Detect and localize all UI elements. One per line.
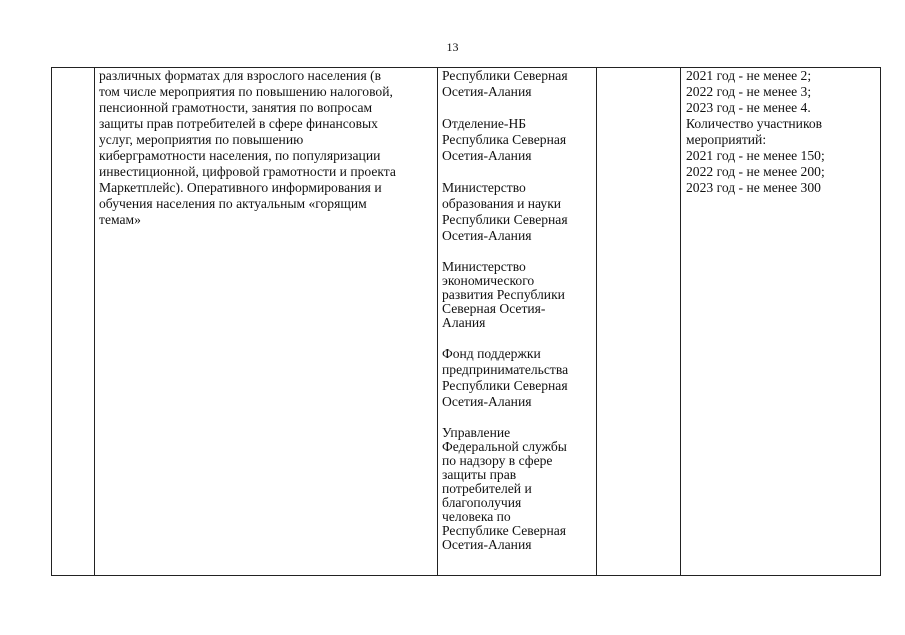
- indicator-line: Количество участников: [686, 116, 823, 131]
- description-line: Маркетплейс). Оперативного информирования и: [99, 180, 382, 195]
- organization-line: Республики Северная: [442, 212, 568, 227]
- organization-line: Республики Северная: [442, 378, 568, 393]
- organization-line: Осетия-Алания: [442, 394, 532, 409]
- organization-line: благополучия: [442, 495, 522, 510]
- description-line: инвестиционной, цифровой грамотности и проекта: [99, 164, 396, 179]
- description-line: обучения населения по актуальным «горящим: [99, 196, 367, 211]
- indicators-cell: [681, 68, 881, 576]
- organization-block: [442, 180, 596, 244]
- indicator-line: мероприятий:: [686, 132, 767, 147]
- description-line: различных форматах для взрослого населения (в: [99, 68, 382, 83]
- organization-line: Отделение-НБ: [442, 116, 527, 131]
- organization-line: Фонд поддержки: [442, 346, 541, 361]
- organization-line: потребителей и: [442, 481, 532, 496]
- deadline-cell: [597, 68, 681, 576]
- indicator-line: 2023 год - не менее 4.: [686, 100, 811, 115]
- description-line: пенсионной грамотности, занятия по вопросам: [99, 100, 373, 115]
- organization-block: [442, 260, 596, 330]
- organization-line: Алания: [442, 315, 486, 330]
- organization-block: [442, 116, 596, 164]
- organization-line: Республике Северная: [442, 523, 567, 538]
- organization-line: Федеральной службы: [442, 439, 567, 454]
- organization-line: Республика Северная: [442, 132, 567, 147]
- organization-line: Осетия-Алания: [442, 148, 532, 163]
- description-line: темам»: [99, 212, 141, 227]
- description-line: том числе мероприятия по повышению налоговой,: [99, 84, 393, 99]
- page-number: 13: [446, 40, 459, 54]
- indicator-line: 2021 год - не менее 150;: [686, 148, 825, 163]
- organization-line: Министерство: [442, 180, 526, 195]
- responsible-organizations-cell: [438, 68, 597, 576]
- organization-line: Республики Северная: [442, 68, 568, 83]
- organization-line: предпринимательства: [442, 362, 569, 377]
- description-line: услуг, мероприятия по повышению: [99, 132, 304, 147]
- organization-line: Осетия-Алания: [442, 228, 532, 243]
- organization-line: по надзору в сфере: [442, 453, 553, 468]
- organization-line: Министерство: [442, 259, 526, 274]
- organization-line: образования и науки: [442, 196, 562, 211]
- indicator-line: 2023 год - не менее 300: [686, 180, 821, 195]
- organization-line: Северная Осетия-: [442, 301, 546, 316]
- organization-block: [442, 68, 596, 100]
- description-cell: [95, 68, 438, 576]
- indicator-line: 2022 год - не менее 3;: [686, 84, 812, 99]
- description-line: киберграмотности населения, по популяризации: [99, 148, 381, 163]
- organization-line: Осетия-Алания: [442, 537, 532, 552]
- organization-line: развития Республики: [442, 287, 565, 302]
- number-cell: [52, 68, 95, 576]
- organization-line: человека по: [442, 509, 511, 524]
- organization-block: [442, 346, 596, 410]
- indicator-line: 2021 год - не менее 2;: [686, 68, 812, 83]
- description-line: защиты прав потребителей в сфере финансовых: [99, 116, 378, 131]
- organization-line: защиты прав: [442, 467, 517, 482]
- organization-line: экономического: [442, 273, 535, 288]
- organization-line: Осетия-Алания: [442, 84, 532, 99]
- organization-line: Управление: [442, 425, 511, 440]
- indicator-line: 2022 год - не менее 200;: [686, 164, 825, 179]
- table-row: [52, 68, 881, 576]
- organization-block: [442, 426, 596, 552]
- measures-table: [51, 67, 881, 576]
